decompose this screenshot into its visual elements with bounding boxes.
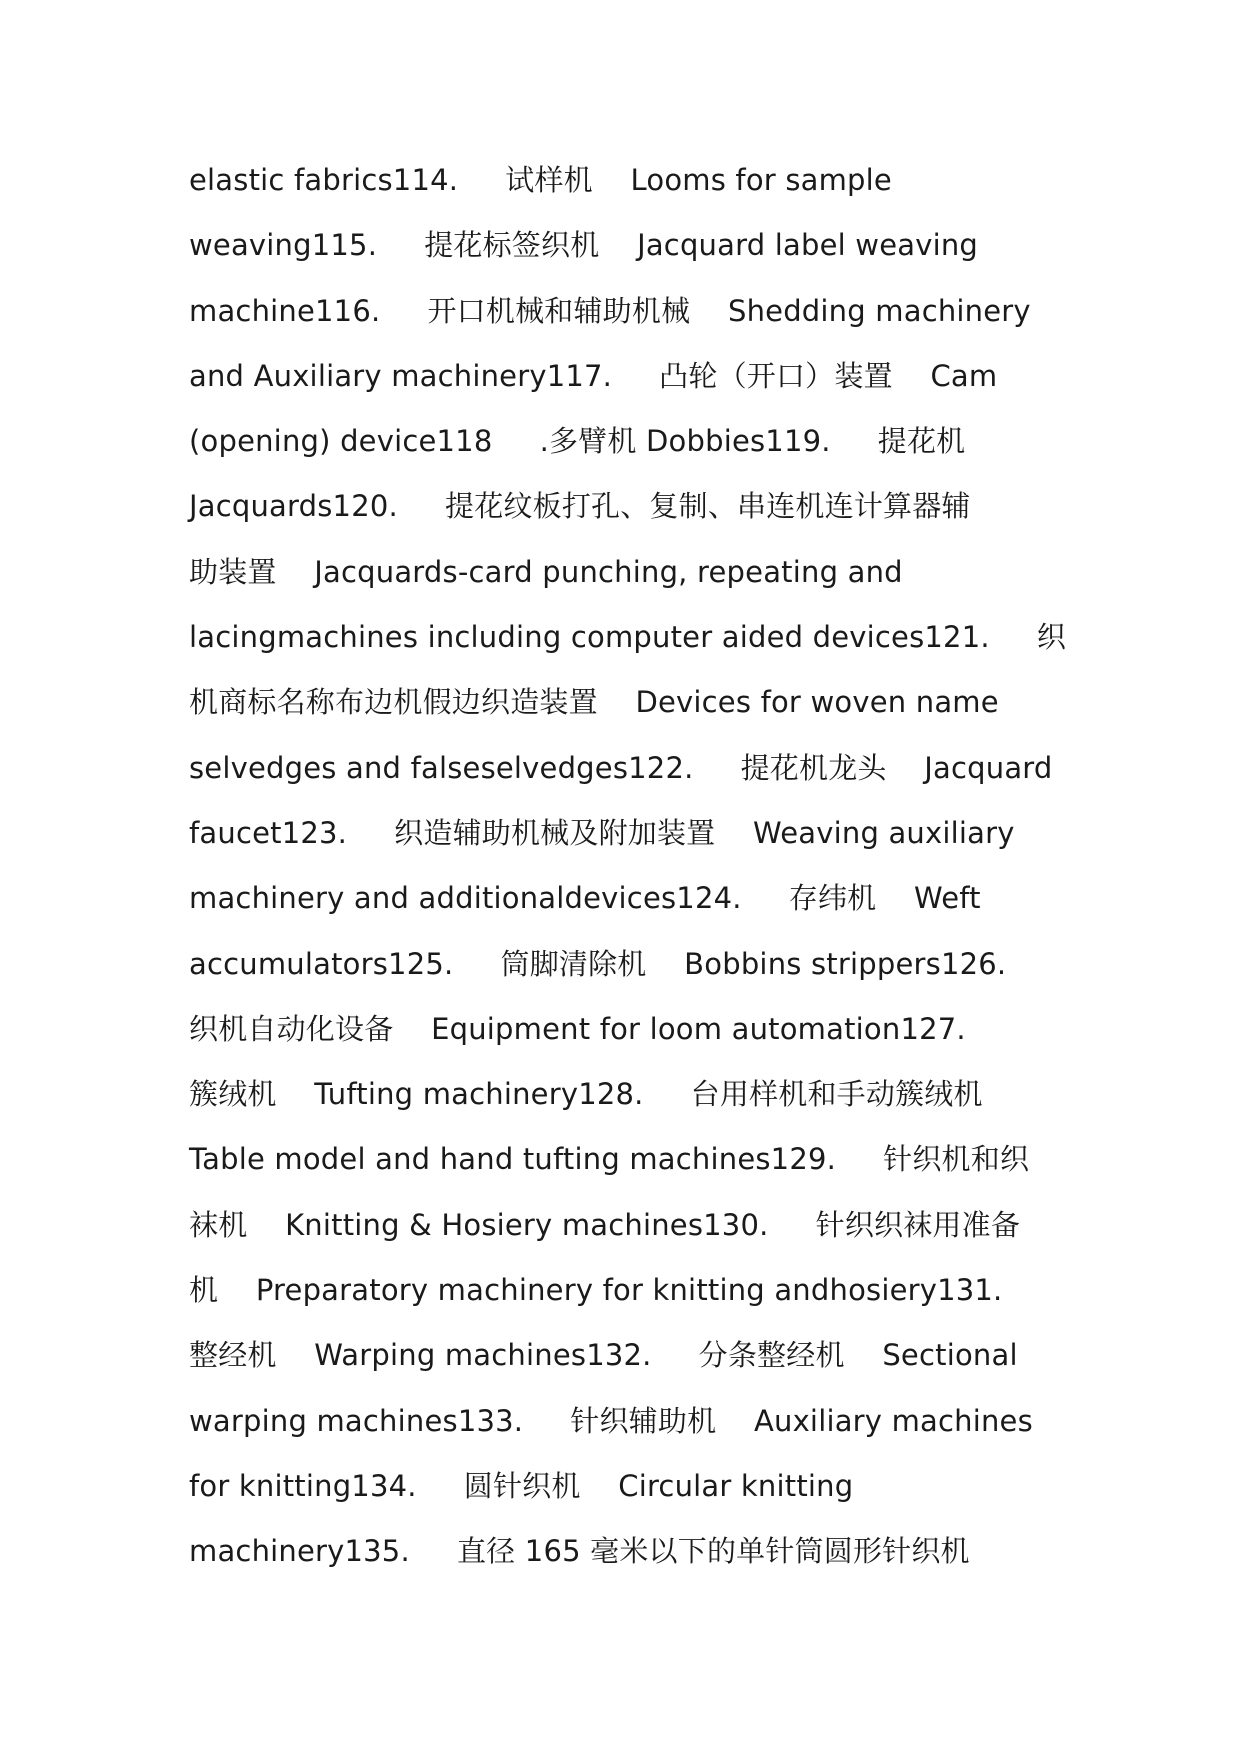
text-line: Table model and hand tufting machines129. 针织机和织 <box>189 1142 1030 1177</box>
text-line: machine116. 开口机械和辅助机械 Shedding machinery <box>189 293 1031 328</box>
text-line: Jacquards120. 提花纹板打孔、复制、串连机连计算器辅 <box>189 489 971 524</box>
text-line: weaving115. 提花标签织机 Jacquard label weaving <box>189 228 979 263</box>
text-line: 簇绒机 Tufting machinery128. 台用样机和手动簇绒机 <box>189 1077 983 1112</box>
text-line: 机 Preparatory machinery for knitting andhosiery131. <box>189 1273 1003 1308</box>
text-line: faucet123. 织造辅助机械及附加装置 Weaving auxiliary <box>189 815 1015 850</box>
text-line: machinery135. 直径 165 毫米以下的单针筒圆形针织机 <box>189 1534 970 1569</box>
text-line: elastic fabrics114. 试样机 Looms for sample <box>189 163 892 197</box>
text-line: 袜机 Knitting & Hosiery machines130. 针织织袜用准备 <box>189 1207 1021 1242</box>
text-line: selvedges and falseselvedges122. 提花机龙头 Jacquard <box>189 750 1053 785</box>
text-line: 整经机 Warping machines132. 分条整经机 Sectional <box>189 1338 1018 1373</box>
text-line: 织机自动化设备 Equipment for loom automation127. <box>189 1011 966 1046</box>
text-line: machinery and additionaldevices124. 存纬机 Weft <box>189 881 981 916</box>
text-line: for knitting134. 圆针织机 Circular knitting <box>189 1468 854 1503</box>
text-line: accumulators125. 筒脚清除机 Bobbins strippers126. <box>189 946 1007 981</box>
text-line: and Auxiliary machinery117. 凸轮（开口）装置 Cam <box>189 358 998 393</box>
text-line: 机商标名称布边机假边织造装置 Devices for woven name <box>189 685 999 720</box>
text-line: warping machines133. 针织辅助机 Auxiliary machines <box>189 1403 1033 1438</box>
text-line: 助装置 Jacquards-card punching, repeating and <box>189 554 903 589</box>
body-text <box>189 148 1069 1585</box>
text-line: lacingmachines including computer aided devices121. 织 <box>189 620 1067 655</box>
text-line: (opening) device118 .多臂机 Dobbies119. 提花机 <box>189 424 966 459</box>
